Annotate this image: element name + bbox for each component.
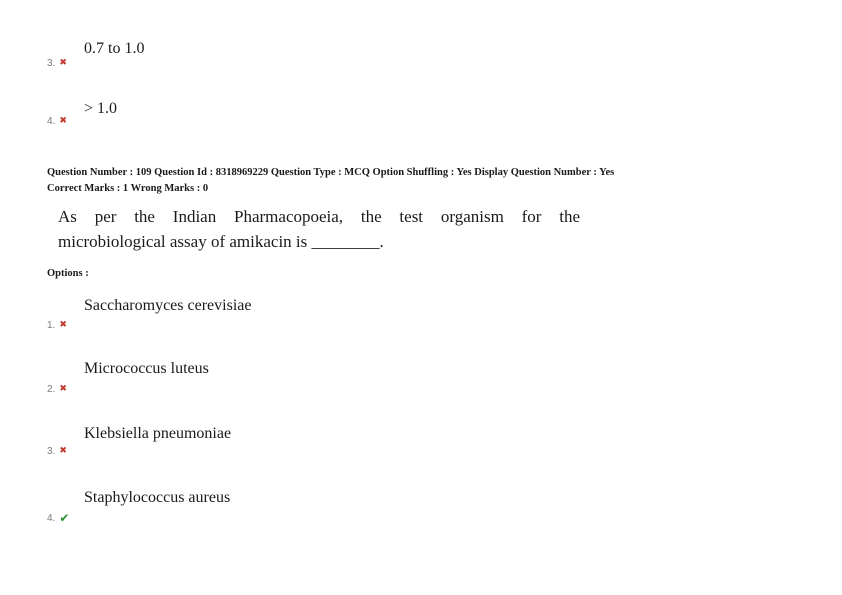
- cross-icon: ✖: [59, 116, 67, 126]
- prev-option-3-number: [47, 58, 67, 69]
- check-icon: ✔: [59, 511, 70, 525]
- option-3-text: Klebsiella pneumoniae: [84, 425, 232, 442]
- option-4-number-label: 4.: [47, 512, 56, 524]
- prev-option-4-number-label: 4.: [47, 116, 56, 127]
- option-1-number: [47, 320, 67, 331]
- cross-icon: ✖: [59, 446, 67, 456]
- prev-option-4-text: > 1.0: [84, 100, 118, 117]
- cross-icon: ✖: [59, 320, 67, 330]
- option-1-number-label: 1.: [47, 320, 56, 331]
- cross-icon: ✖: [59, 58, 67, 68]
- prev-option-3-text: 0.7 to 1.0: [84, 40, 145, 57]
- option-2-number: [47, 384, 67, 395]
- option-3-number: [47, 446, 67, 457]
- option-4-number: [47, 512, 69, 524]
- option-2-number-label: 2.: [47, 384, 56, 395]
- cross-icon: ✖: [59, 384, 67, 394]
- question-text-line2: microbiological assay of amikacin is ________.: [58, 232, 384, 251]
- option-2-text: Micrococcus luteus: [84, 360, 209, 377]
- option-3-number-label: 3.: [47, 446, 56, 457]
- prev-option-4-number: [47, 116, 67, 127]
- question-meta-line1: Question Number : 109 Question Id : 8318969229 Question Type : MCQ Option Shuffling : Yes Display Question Number : Yes: [47, 167, 615, 178]
- option-1-text: Saccharomyces cerevisiae: [84, 297, 252, 314]
- options-label: Options :: [47, 268, 89, 279]
- option-4-text: Staphylococcus aureus: [84, 489, 231, 506]
- prev-option-3-number-label: 3.: [47, 58, 56, 69]
- question-meta-line2: Correct Marks : 1 Wrong Marks : 0: [47, 183, 209, 194]
- question-text-line1: As per the Indian Pharmacopoeia, the test organism for the: [58, 207, 580, 226]
- question-text: [58, 204, 580, 254]
